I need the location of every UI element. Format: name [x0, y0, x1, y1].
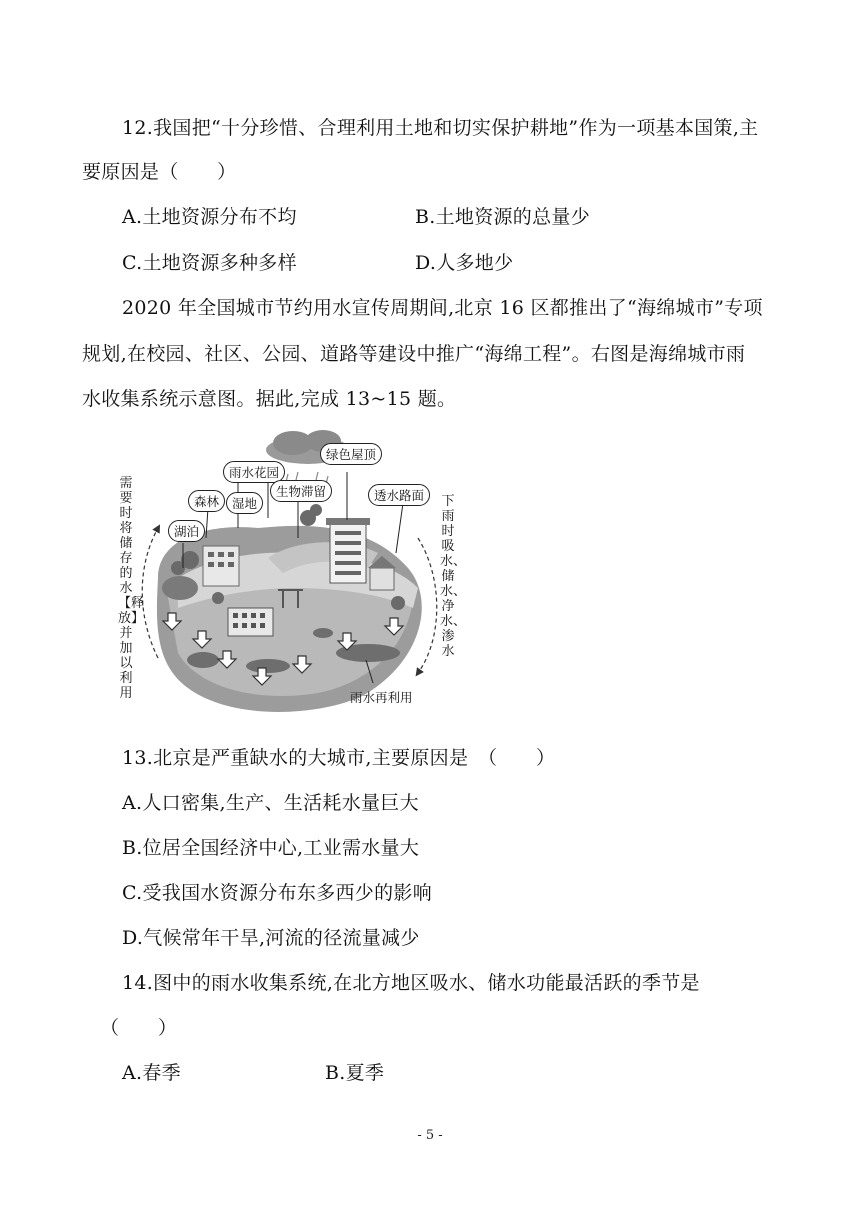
q12-option-a: A.土地资源分布不均	[122, 206, 297, 228]
q13-option-a: A.人口密集,生产、生活耗水量巨大	[122, 792, 419, 814]
q12-option-b: B.土地资源的总量少	[415, 206, 591, 228]
q14-stem-line1: 14.图中的雨水收集系统,在北方地区吸水、储水功能最活跃的季节是	[122, 972, 700, 994]
absorb-vertical-label: 下雨时吸水、储水、净水、渗水	[440, 494, 467, 659]
label-rain-reuse: 雨水再利用	[350, 690, 413, 705]
label-lake: 湖泊	[168, 520, 205, 542]
q14-option-a: A.春季	[122, 1062, 181, 1084]
release-vertical-label: 需要时将储存的水【释放】并加以利用	[118, 476, 145, 701]
label-forest: 森林	[188, 490, 225, 512]
label-wetland: 湿地	[226, 492, 263, 514]
page-number: - 5 -	[417, 1128, 443, 1143]
q12-option-d: D.人多地少	[415, 252, 514, 274]
q12-stem-line1: 12.我国把“十分珍惜、合理利用土地和切实保护耕地”作为一项基本国策,主	[122, 117, 759, 139]
q12-option-c: C.土地资源多种多样	[122, 252, 297, 274]
q13-option-d: D.气候常年干旱,河流的径流量减少	[122, 927, 420, 949]
label-green-roof: 绿色屋顶	[320, 443, 382, 465]
material-line1: 2020 年全国城市节约用水宣传周期间,北京 16 区都推出了“海绵城市”专项	[122, 297, 763, 319]
material-line3: 水收集系统示意图。据此,完成 13~15 题。	[82, 388, 457, 410]
sponge-city-diagram	[118, 428, 467, 720]
q14-option-b: B.夏季	[325, 1062, 385, 1084]
q12-stem-line2: 要原因是（ ）	[82, 161, 237, 183]
label-bio-retention: 生物滞留	[270, 480, 332, 502]
q14-stem-line2: （ ）	[100, 1017, 178, 1039]
q13-stem: 13.北京是严重缺水的大城市,主要原因是 （ ）	[122, 747, 556, 769]
label-rain-garden: 雨水花园	[223, 461, 285, 483]
q13-option-b: B.位居全国经济中心,工业需水量大	[122, 837, 420, 859]
material-line2: 规划,在校园、社区、公园、道路等建设中推广“海绵工程”。右图是海绵城市雨	[82, 343, 746, 365]
label-permeable-road: 透水路面	[368, 484, 430, 506]
diagram-illustration	[118, 428, 467, 720]
q13-option-c: C.受我国水资源分布东多西少的影响	[122, 882, 433, 904]
